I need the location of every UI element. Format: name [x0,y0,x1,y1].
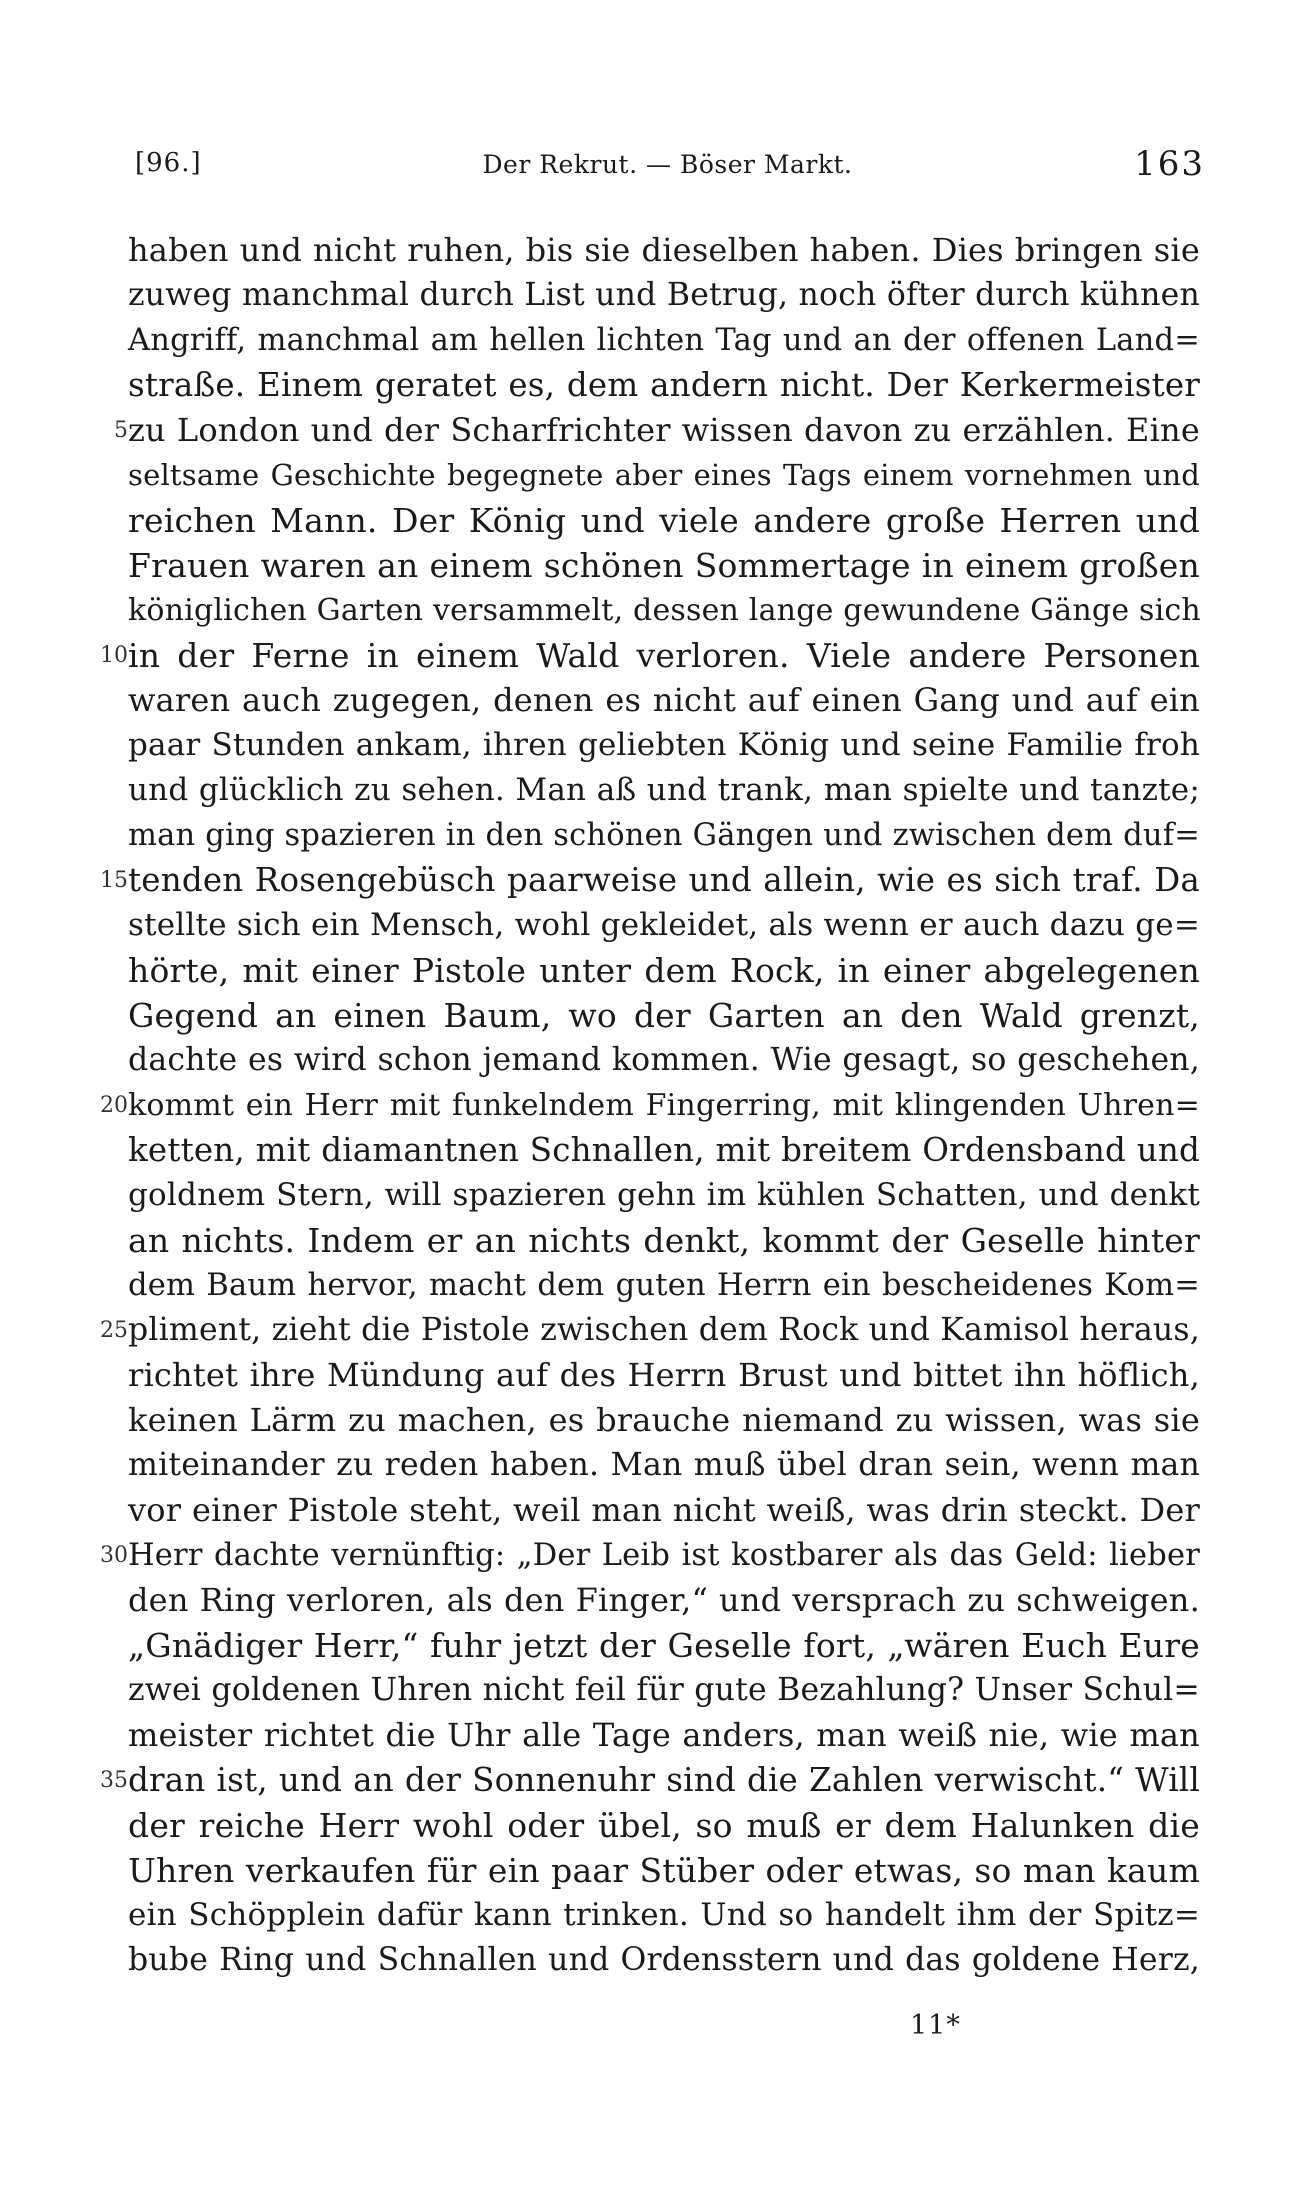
line-text: kommt ein Herr mit funkelndem Fingerring, mit klingenden Uhren= [128,1088,1200,1123]
line-text: ketten, mit diamantnen Schnallen, mit breitem Ordensband und [128,1131,1200,1169]
line-text: zuweg manchmal durch List und Betrug, noch öfter durch kühnen [128,277,1200,313]
line-number: 30 [100,1543,128,1568]
text-line [100,1083,1200,1128]
running-title: Der Rekrut. — Böser Markt. [482,150,853,179]
line-text: haben und nicht ruhen, bis sie dieselben haben. Dies bringen sie [128,231,1200,269]
text-line [100,1263,1200,1308]
line-text: ein Schöpplein dafür kann trinken. Und so handelt ihm der Spitz= [128,1897,1200,1933]
text-line [100,1803,1200,1848]
line-text: tenden Rosengebüsch paarweise und allein, wie es sich traf. Da [128,861,1200,899]
line-text: Uhren verkaufen für ein paar Stüber oder etwas, so man kaum [128,1851,1200,1890]
line-text: Gegend an einen Baum, wo der Garten an den Wald grenzt, [128,996,1200,1035]
line-text: Angriff, manchmal am hellen lichten Tag und an der offenen Land= [128,323,1200,358]
line-text: reichen Mann. Der König und viele andere große Herren und [128,501,1200,540]
line-text: Herr dachte vernünftig: „Der Leib ist kostbarer als das Geld: lieber [128,1538,1200,1573]
text-line [100,1308,1200,1353]
line-text: königlichen Garten versammelt, dessen lange gewundene Gänge sich [128,593,1201,628]
body-text [100,228,1200,1983]
text-line [100,1128,1200,1173]
text-line [100,1443,1200,1488]
line-number: 5 [114,418,128,443]
line-text: hörte, mit einer Pistole unter dem Rock, in einer abgelegenen [128,951,1200,990]
text-line [100,1938,1200,1983]
text-line [100,1848,1200,1893]
line-text: dachte es wird schon jemand kommen. Wie gesagt, so geschehen, [128,1042,1200,1078]
text-line [100,273,1200,318]
text-line [100,1398,1200,1443]
text-line [100,723,1200,768]
text-line [100,1668,1200,1713]
text-line [100,1578,1200,1623]
line-text: in der Ferne in einem Wald verloren. Viele andere Personen [128,636,1200,675]
line-text: und glücklich zu sehen. Man aß und trank, man spielte und tanzte; [128,772,1200,808]
line-text: stellte sich ein Mensch, wohl gekleidet, als wenn er auch dazu ge= [128,907,1200,943]
line-text: pliment, zieht die Pistole zwischen dem Rock und Kamisol heraus, [128,1312,1200,1348]
line-text: vor einer Pistole steht, weil man nicht weiß, was drin steckt. Der [128,1491,1200,1529]
text-line [100,1758,1200,1803]
text-line [100,588,1200,633]
text-line [100,993,1200,1038]
text-line [100,903,1200,948]
text-line [100,633,1200,678]
text-line [100,363,1200,408]
line-number: 35 [100,1768,128,1793]
text-line [100,678,1200,723]
line-text: paar Stunden ankam, ihren geliebten König und seine Familie froh [128,727,1200,763]
text-line [100,1488,1200,1533]
section-marker: [96.] [135,148,202,178]
line-text: dem Baum hervor, macht dem guten Herrn ein bescheidenes Kom= [128,1268,1200,1303]
line-text: goldnem Stern, will spazieren gehn im kühlen Schatten, und denkt [128,1177,1200,1213]
text-line [100,813,1200,858]
running-header [130,140,1205,190]
line-text: keinen Lärm zu machen, es brauche niemand zu wissen, was sie [128,1401,1200,1439]
text-line [100,1893,1200,1938]
line-text: seltsame Geschichte begegnete aber eines Tags einem vornehmen und [128,458,1200,492]
line-text: zwei goldenen Uhren nicht feil für gute Bezahlung? Unser Schul= [128,1672,1200,1708]
text-line [100,858,1200,903]
line-text: man ging spazieren in den schönen Gängen und zwischen dem duf= [128,818,1200,853]
line-text: meister richtet die Uhr alle Tage anders, man weiß nie, wie man [128,1716,1200,1754]
line-text: den Ring verloren, als den Finger,“ und versprach zu schweigen. [128,1581,1200,1619]
line-text: miteinander zu reden haben. Man muß übel dran sein, wenn man [128,1447,1200,1483]
text-line [100,1353,1200,1398]
line-text: der reiche Herr wohl oder übel, so muß er dem Halunken die [128,1806,1200,1845]
text-line [100,1533,1200,1578]
line-number: 20 [100,1093,128,1118]
line-text: bube Ring und Schnallen und Ordensstern und das goldene Herz, [128,1942,1200,1978]
text-line [100,543,1200,588]
text-line [100,408,1200,453]
line-number: 10 [100,643,128,668]
signature-mark: 11* [910,2010,961,2041]
line-text: straße. Einem geratet es, dem andern nicht. Der Kerkermeister [128,366,1200,404]
line-number: 25 [100,1318,128,1343]
line-text: Frauen waren an einem schönen Sommertage in einem großen [128,546,1200,585]
line-text: richtet ihre Mündung auf des Herrn Brust und bittet ihn höflich, [128,1356,1200,1394]
text-line [100,498,1200,543]
line-text: zu London und der Scharfrichter wissen davon zu erzählen. Eine [128,411,1200,449]
text-line [100,1623,1200,1668]
text-line [100,1173,1200,1218]
text-line [100,228,1200,273]
page-number: 163 [1134,144,1205,184]
line-text: waren auch zugegen, denen es nicht auf einen Gang und auf ein [128,681,1200,719]
line-number: 15 [100,868,128,893]
text-line [100,1713,1200,1758]
text-line [100,1038,1200,1083]
line-text: „Gnädiger Herr,“ fuhr jetzt der Geselle fort, „wären Euch Eure [128,1626,1200,1665]
text-line [100,318,1200,363]
text-line [100,453,1200,498]
text-line [100,768,1200,813]
line-text: an nichts. Indem er an nichts denkt, kommt der Geselle hinter [128,1221,1200,1260]
text-line [100,1218,1200,1263]
text-line [100,948,1200,993]
line-text: dran ist, und an der Sonnenuhr sind die Zahlen verwischt.“ Will [128,1761,1200,1799]
